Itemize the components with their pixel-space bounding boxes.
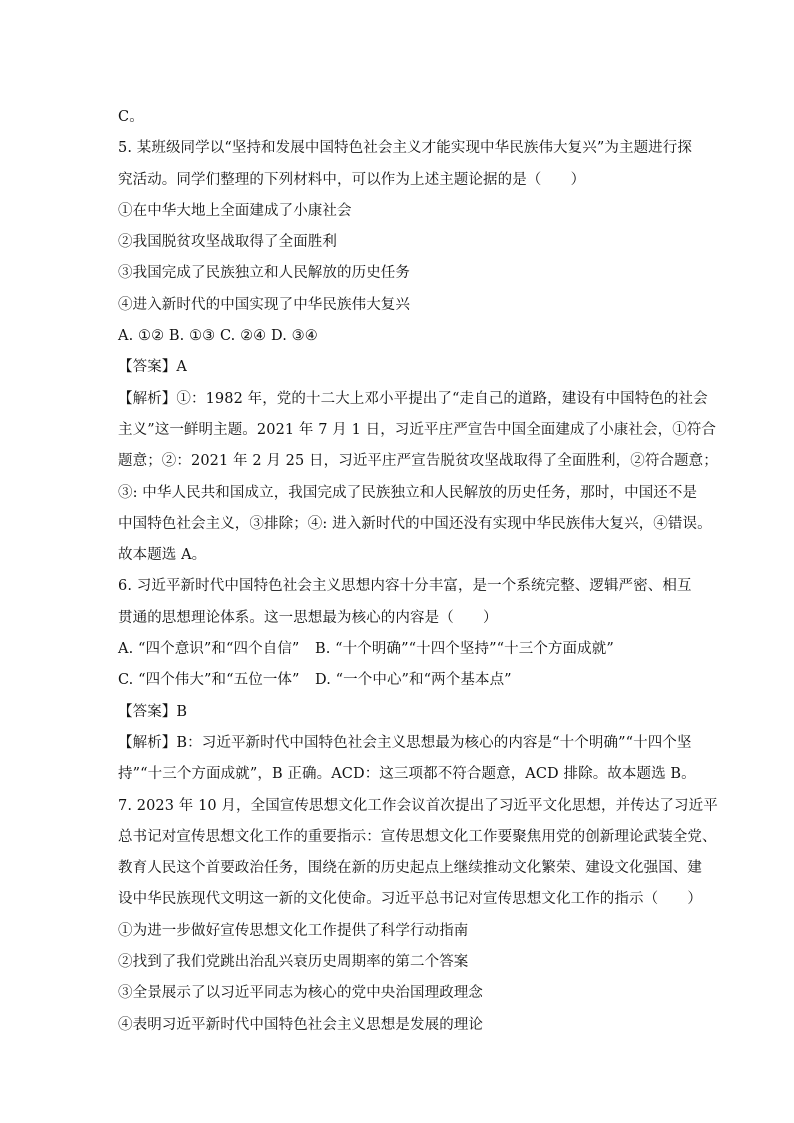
question-5-options: A. ①② B. ①③ C. ②④ D. ③④: [118, 328, 318, 345]
question-5-stem-line-2: 究活动。同学们整理的下列材料中，可以作为上述主题论据的是（ ）: [118, 171, 586, 188]
document-body: [118, 102, 718, 1041]
question-7-stem-line-1: 7. 2023 年 10 月，全国宣传思想文化工作会议首次提出了习近平文化思想，并传达了习近平: [118, 797, 718, 814]
text-line-prev-answer: C。: [118, 109, 144, 125]
question-6-option-a: A. “四个意识”和“四个自信”: [118, 641, 300, 658]
question-5-stem-line-1: 5. 某班级同学以“坚持和发展中国特色社会主义才能实现中华民族伟大复兴”为主题进行探: [118, 140, 692, 157]
question-7-item-4: ④表明习近平新时代中国特色社会主义思想是发展的理论: [118, 1016, 483, 1033]
question-7-item-3: ③全景展示了以习近平同志为核心的党中央治国理政理念: [118, 985, 483, 1002]
question-5-analysis-line-6: 故本题选 A。: [118, 547, 207, 564]
question-6-option-b: B. “十个明确”“十四个坚持”“十三个方面成就”: [315, 641, 614, 658]
question-5-item-4: ④进入新时代的中国实现了中华民族伟大复兴: [118, 296, 410, 313]
question-5-analysis-line-4: ③: 中华人民共和国成立，我国完成了民族独立和人民解放的历史任务，那时，中国还不是: [118, 484, 698, 501]
question-5-analysis-line-3: 题意；②：2021 年 2 月 25 日，习近平庄严宣告脱贫攻坚战取得了全面胜利，②符合题意；: [118, 453, 718, 470]
question-5-analysis-line-2: 主义”这一鲜明主题。2021 年 7 月 1 日，习近平庄严宣告中国全面建成了小康社会，①符合: [118, 421, 717, 438]
question-5-item-3: ③我国完成了民族独立和人民解放的历史任务: [118, 265, 410, 282]
question-6-options-row-1: [118, 634, 680, 665]
question-5-item-2: ②我国脱贫攻坚战取得了全面胜利: [118, 234, 337, 251]
question-7-item-1: ①为进一步做好宣传思想文化工作提供了科学行动指南: [118, 922, 469, 939]
question-5-analysis-line-5: 中国特色社会主义，③排除；④: 进入新时代的中国还没有实现中华民族伟大复兴，④错误。: [118, 515, 712, 532]
question-6-option-c: C. “四个伟大”和“五位一体”: [118, 672, 300, 689]
question-7-stem-line-3: 教育人民这个首要政治任务，围绕在新的历史起点上继续推动文化繁荣、建设文化强国、建: [118, 860, 702, 877]
question-6-answer: 【答案】B: [118, 703, 188, 720]
question-6-stem-line-2: 贯通的思想理论体系。这一思想最为核心的内容是（ ）: [118, 609, 498, 626]
question-5-item-1: ①在中华大地上全面建成了小康社会: [118, 202, 352, 219]
question-7-item-2: ②找到了我们党跳出治乱兴衰历史周期率的第二个答案: [118, 954, 469, 971]
question-6-options-row-2: [118, 665, 680, 696]
question-6-option-d: D. “一个中心”和“两个基本点”: [315, 672, 512, 689]
question-7-stem-line-2: 总书记对宣传思想文化工作的重要指示：宣传思想文化工作要聚焦用党的创新理论武装全党、: [118, 828, 717, 845]
question-5-analysis-line-1: 【解析】①：1982 年，党的十二大上邓小平提出了“走自己的道路，建设有中国特色的社会: [118, 390, 708, 407]
question-5-answer: 【答案】A: [118, 359, 187, 376]
question-7-stem-line-4: 设中华民族现代文明这一新的文化使命。习近平总书记对宣传思想文化工作的指示（ ）: [118, 891, 702, 908]
question-6-stem-line-1: 6. 习近平新时代中国特色社会主义思想内容十分丰富，是一个系统完整、逻辑严密、相互: [118, 578, 692, 595]
question-6-analysis-line-2: 持”“十三个方面成就”，B 正确。ACD：这三项都不符合题意，ACD 排除。故本题选 B。: [118, 766, 696, 783]
question-6-analysis-line-1: 【解析】B：习近平新时代中国特色社会主义思想最为核心的内容是“十个明确”“十四个坚: [118, 734, 692, 751]
